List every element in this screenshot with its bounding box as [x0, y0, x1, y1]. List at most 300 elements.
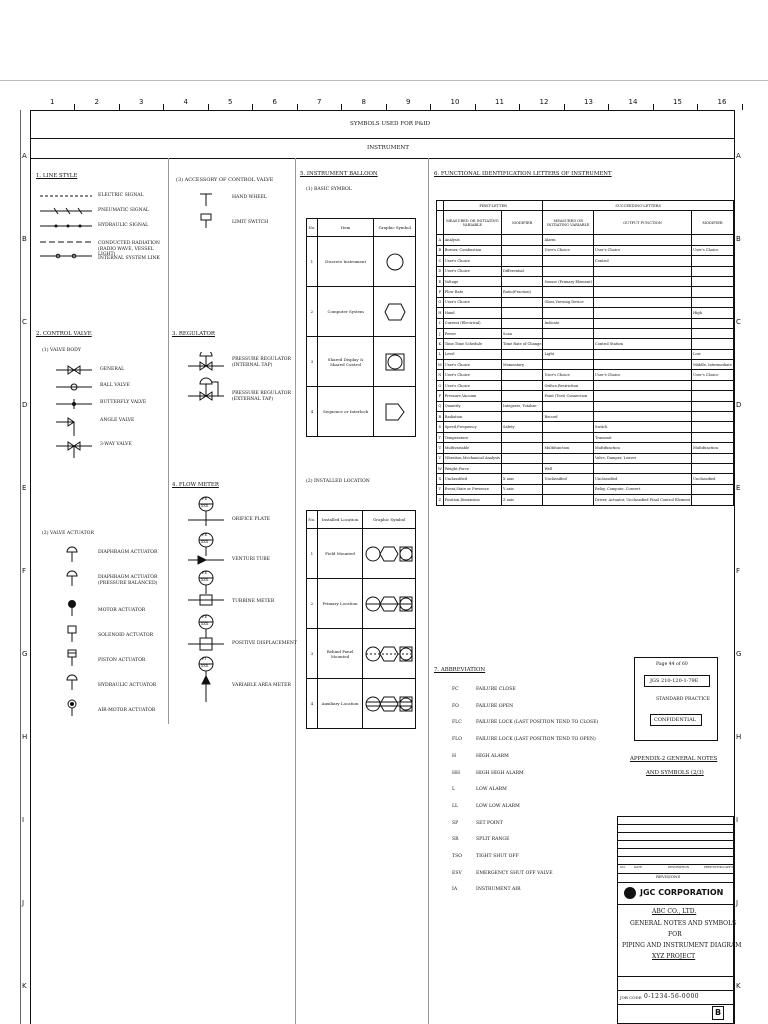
table-cell: Indicate — [543, 318, 594, 328]
row-letter: B — [736, 235, 741, 243]
revisions-label: REVISIONS — [656, 874, 681, 879]
revision-column-header: DESCRIPTION — [668, 865, 690, 869]
table-cell — [692, 287, 734, 297]
table-cell — [692, 297, 734, 307]
table-cell — [593, 308, 691, 318]
flow-tag-letters: FE — [202, 615, 208, 619]
table-cell: Well — [543, 463, 594, 473]
valve-actuator-label: DIAPHRAGM ACTUATOR — [98, 550, 158, 555]
frame-top — [30, 110, 734, 111]
line-style-label: INTERNAL SYSTEM LINK — [98, 256, 160, 261]
table-cell: X axis — [502, 474, 543, 484]
table-cell: Multifunction — [692, 443, 734, 453]
table-row — [437, 432, 734, 442]
table-cell: User's Choice — [593, 245, 691, 255]
grid-tick — [119, 104, 120, 110]
table-cell: Orifice,Restriction — [543, 380, 594, 390]
title-block-divider — [617, 1004, 734, 1005]
table-cell: Driver, Actuator, Unclassified Final Control Element — [593, 495, 691, 505]
table-row — [437, 474, 734, 484]
table-cell — [543, 432, 594, 442]
balloon-heading: 5. INSTRUMENT BALLOON — [300, 171, 378, 177]
basic-symbol-table — [306, 218, 416, 437]
valve-actuator-label: MOTOR ACTUATOR — [98, 608, 146, 613]
abbreviation-code: LL — [452, 803, 459, 809]
identification-letter: J — [437, 328, 444, 338]
sheet-subtitle: INSTRUMENT — [367, 145, 410, 151]
table-cell: Level — [443, 349, 501, 359]
table-cell: Integrate, Totalize — [502, 401, 543, 411]
table-cell: Multivariable — [443, 443, 501, 453]
header-bottom — [30, 158, 734, 159]
table-cell — [543, 495, 594, 505]
table-cell — [692, 339, 734, 349]
table-cell: High — [692, 308, 734, 318]
table-cell — [502, 235, 543, 245]
identification-letter: V — [437, 453, 444, 463]
valve-actuator-label: HYDRAULIC ACTUATOR — [98, 683, 157, 688]
flow-tag-number: XXX — [201, 622, 209, 626]
grid-tick — [297, 104, 298, 110]
row-letter: J — [736, 899, 739, 907]
table-cell: User's Choice — [443, 297, 501, 307]
table-header: MEASURED OR INITIATING VARIABLE — [543, 211, 594, 235]
table-row — [437, 443, 734, 453]
table-cell — [593, 318, 691, 328]
valve-body-label: BALL VALVE — [100, 383, 130, 388]
table-cell: Z axis — [502, 495, 543, 505]
column-number: 1 — [50, 98, 55, 106]
grid-tick — [430, 104, 431, 110]
revision-row-line — [617, 840, 734, 841]
table-row — [437, 245, 734, 255]
table-cell: Momentary — [502, 360, 543, 370]
table-cell: User's Choice — [443, 380, 501, 390]
identification-letter: E — [437, 276, 444, 286]
table-cell: Point (Test) Connection — [543, 391, 594, 401]
row-letter: F — [736, 567, 741, 575]
table-row: 1 Discrete Instrument — [307, 237, 416, 287]
abbreviation-code: FO — [452, 703, 459, 709]
valve-body-symbols — [56, 360, 92, 460]
table-cell — [543, 328, 594, 338]
valve-actuator-label: AIR-MOTOR ACTUATOR — [98, 708, 156, 713]
table-cell — [543, 401, 594, 411]
abbreviation-meaning: FAILURE LOCK (LAST POSITION TEND TO OPEN) — [476, 737, 596, 743]
table-cell: Control Station — [593, 339, 691, 349]
confidential-label: CONFIDENTIAL — [654, 717, 697, 723]
table-cell: Low — [692, 349, 734, 359]
flow-meter-label: TURBINE METER — [232, 599, 275, 604]
table-cell: Vibration,Mechanical Analysis — [443, 453, 501, 463]
table-cell — [502, 370, 543, 380]
table-cell: Unclassified — [543, 474, 594, 484]
frame-left — [30, 110, 31, 1024]
table-row — [437, 463, 734, 473]
valve-actuator-label: PISTON ACTUATOR — [98, 658, 146, 663]
table-cell — [543, 287, 594, 297]
table-row — [437, 391, 734, 401]
drawing-title: PIPING AND INSTRUMENT DIAGRAM — [622, 942, 742, 949]
table-row: 2 Primary Location — [307, 579, 416, 629]
abbreviation-meaning: LOW ALARM — [476, 787, 507, 793]
flow-tag-letters: FI — [202, 657, 206, 661]
flow-tag-letters: FE — [202, 497, 208, 501]
table-row: 4 Sequence or Interlock — [307, 387, 416, 437]
column-number: 11 — [495, 98, 504, 106]
job-code-label: JOB CODE — [620, 995, 642, 1000]
revision-row-line — [617, 856, 734, 857]
drawing-title: FOR — [668, 931, 682, 938]
column-number: 3 — [139, 98, 144, 106]
table-cell — [692, 453, 734, 463]
frame-right — [734, 110, 735, 1024]
row-letter: E — [736, 484, 741, 492]
table-cell: Unclassified — [593, 474, 691, 484]
table-cell: Multifunction — [593, 443, 691, 453]
table-row — [437, 235, 734, 245]
table-row: 1 Field Mounted — [307, 529, 416, 579]
table-row — [437, 328, 734, 338]
table-cell — [593, 287, 691, 297]
jgc-logo-icon — [624, 887, 636, 899]
table-cell: Unclassified — [443, 474, 501, 484]
table-header: SUCCEEDING-LETTERS — [543, 201, 733, 211]
identification-letter: B — [437, 245, 444, 255]
functional-heading: 6. FUNCTIONAL IDENTIFICATION LETTERS OF INSTRUMENT — [434, 171, 612, 177]
table-cell: User's Choice — [443, 360, 501, 370]
identification-letter: H — [437, 308, 444, 318]
revision-column-header: PREP'D — [704, 865, 715, 869]
valve-body-label: BUTTERFLY VALVE — [100, 400, 147, 405]
table-cell: Light — [543, 349, 594, 359]
table-cell: Position,Dimension — [443, 495, 501, 505]
identification-letter: U — [437, 443, 444, 453]
accessory-label: HAND WHEEL — [232, 195, 267, 200]
table-row — [437, 318, 734, 328]
column-number: 14 — [628, 98, 638, 106]
table-cell: Analysis — [443, 235, 501, 245]
table-cell — [543, 339, 594, 349]
table-header: Graphic Symbol — [363, 511, 416, 529]
identification-letter: W — [437, 463, 444, 473]
line-style-label: PNEUMATIC SIGNAL — [98, 208, 149, 213]
abbreviation-meaning: LOW LOW ALARM — [476, 803, 520, 809]
row-letter: E — [22, 484, 27, 492]
table-cell: Power — [443, 328, 501, 338]
abbreviation-code: H — [452, 753, 457, 759]
revision-column-header: APP'D — [725, 865, 734, 869]
company-name: ABC CO., LTD. — [652, 908, 697, 915]
abbreviation-meaning: FAILURE CLOSE — [476, 687, 516, 692]
table-header: Graphic Symbol — [374, 219, 416, 237]
grid-tick — [163, 104, 164, 110]
flow-meter-label: VENTURI TUBE — [232, 557, 271, 562]
accessory-symbols — [196, 190, 216, 230]
table-cell: User's Choice — [543, 370, 594, 380]
flow-tag-letters: FE — [202, 571, 208, 575]
abbreviation-meaning: EMERGENCY SHUT OFF VALVE — [476, 870, 553, 876]
title-block-divider — [617, 990, 734, 991]
title-block-divider — [617, 904, 734, 905]
valve-body-heading: (1) VALVE BODY — [42, 348, 81, 353]
table-header: No. — [307, 219, 318, 237]
identification-letter: S — [437, 422, 444, 432]
table-cell: Ratio(Fraction) — [502, 287, 543, 297]
table-cell — [593, 391, 691, 401]
table-cell: Pressure,Vacuum — [443, 391, 501, 401]
line-style-label: CONDUCTED RADIATION (RADIO WAVE, VESSEL LIGHT) — [98, 241, 160, 257]
behind-panel-symbols — [365, 644, 413, 664]
abbreviation-code: FLO — [452, 737, 463, 743]
regulator-heading: 3. REGULATOR — [172, 331, 215, 337]
table-cell: Time Rate of Change — [502, 339, 543, 349]
column-number: 16 — [717, 98, 727, 106]
table-cell — [502, 308, 543, 318]
header-divider — [30, 138, 734, 139]
table-row — [437, 412, 734, 422]
abbreviation-code: IA — [452, 887, 458, 893]
drawing-number: 0-1234-56-0000 — [644, 993, 700, 1000]
table-cell: User's Choice — [443, 266, 501, 276]
table-cell — [502, 256, 543, 266]
table-cell — [502, 453, 543, 463]
flow-tag-number: XXX — [201, 578, 209, 582]
table-cell: User's Choice — [692, 370, 734, 380]
table-cell: Record — [543, 412, 594, 422]
identification-letter: C — [437, 256, 444, 266]
identification-letter: Y — [437, 484, 444, 494]
table-cell — [502, 318, 543, 328]
flow-meter-label: POSITIVE DISPLACEMENT — [232, 641, 297, 646]
column-number: 6 — [272, 98, 277, 106]
table-cell — [692, 391, 734, 401]
row-letter: D — [736, 401, 742, 409]
column-number: 2 — [94, 98, 99, 106]
table-cell — [593, 401, 691, 411]
table-cell — [543, 484, 594, 494]
flow-meter-label: ORIFICE PLATE — [232, 517, 270, 522]
table-cell: User's Choice — [593, 370, 691, 380]
table-row: 3 Behind Panel Mounted — [307, 629, 416, 679]
line-style-label: HYDRAULIC SIGNAL — [98, 223, 149, 228]
table-row — [437, 297, 734, 307]
row-letter: J — [22, 899, 25, 907]
column-divider — [428, 158, 429, 1024]
column-number: 12 — [539, 98, 549, 106]
table-cell: Temperature — [443, 432, 501, 442]
identification-letter: F — [437, 287, 444, 297]
project-name: XYZ PROJECT — [652, 953, 696, 960]
table-cell — [692, 495, 734, 505]
grid-tick — [74, 104, 75, 110]
table-cell: Radiation — [443, 412, 501, 422]
table-header: FIRST-LETTER — [443, 201, 543, 211]
functional-letters-table — [436, 200, 734, 506]
title-block-divider — [617, 976, 734, 977]
table-cell: Event,State or Presence — [443, 484, 501, 494]
identification-letter: M — [437, 360, 444, 370]
table-cell — [692, 276, 734, 286]
table-row: 4 Auxiliary Location — [307, 679, 416, 729]
table-cell — [502, 443, 543, 453]
table-cell: Weight,Force — [443, 463, 501, 473]
abbreviation-meaning: SET POINT — [476, 820, 503, 826]
abbreviation-code: SR — [452, 837, 459, 843]
table-cell — [593, 360, 691, 370]
table-cell: Alarm — [543, 235, 594, 245]
column-divider — [295, 158, 296, 1024]
table-cell — [593, 328, 691, 338]
accessory-heading: (3) ACCESSORY OF CONTROL VALVE — [176, 177, 274, 183]
table-cell: Time,Time Schedule — [443, 339, 501, 349]
column-number: 4 — [183, 98, 188, 106]
table-cell — [502, 245, 543, 255]
column-number: 9 — [406, 98, 411, 106]
line-style-label: ELECTRIC SIGNAL — [98, 193, 144, 198]
grid-tick — [341, 104, 342, 110]
table-cell: Scan — [502, 328, 543, 338]
top-margin-line — [0, 80, 768, 81]
table-cell: Switch — [593, 422, 691, 432]
row-letter: I — [736, 816, 739, 824]
primary-location-symbols — [365, 594, 413, 614]
table-cell: Burner, Combustion — [443, 245, 501, 255]
table-row — [437, 453, 734, 463]
row-letter: D — [22, 401, 28, 409]
grid-tick — [608, 104, 609, 110]
table-header: MODIFIER — [502, 211, 543, 235]
table-cell — [692, 484, 734, 494]
column-number: 15 — [673, 98, 682, 106]
logo-text: JGC CORPORATION — [640, 888, 724, 897]
row-letter: C — [22, 318, 27, 326]
revision-column-header: CHK'D — [715, 865, 725, 869]
table-cell — [692, 256, 734, 266]
hexagon-symbol — [384, 302, 406, 322]
column-number: 7 — [317, 98, 322, 106]
flow-meter-heading: 4. FLOW METER — [172, 482, 219, 488]
abbreviation-code: L — [452, 787, 456, 793]
table-cell — [502, 412, 543, 422]
identification-letter: X — [437, 474, 444, 484]
table-row — [437, 266, 734, 276]
basic-symbol-heading: (1) BASIC SYMBOL — [306, 187, 352, 192]
grid-tick — [386, 104, 387, 110]
outer-left-border — [20, 110, 21, 1024]
identification-letter: D — [437, 266, 444, 276]
table-cell — [543, 453, 594, 463]
table-row — [437, 484, 734, 494]
table-cell — [593, 412, 691, 422]
table-header: OUTPUT FUNCTION — [593, 211, 691, 235]
line-style-heading: 1. LINE STYLE — [36, 173, 78, 179]
table-cell: Unclassified — [692, 474, 734, 484]
revision-row-line — [617, 848, 734, 849]
table-cell — [502, 297, 543, 307]
grid-tick — [208, 104, 209, 110]
table-cell — [502, 276, 543, 286]
table-cell — [593, 235, 691, 245]
table-row: 3 Shared Display & Shared Control — [307, 337, 416, 387]
abbreviation-meaning: TIGHT SHUT OFF — [476, 854, 519, 859]
revision-letter: B — [715, 1008, 722, 1017]
valve-actuator-symbols — [62, 544, 82, 720]
row-letter: C — [736, 318, 741, 326]
revision-column-header: DATE — [634, 865, 643, 869]
grid-tick — [519, 104, 520, 110]
abbreviation-code: ESV — [452, 870, 462, 876]
table-cell — [543, 308, 594, 318]
row-letter: A — [736, 152, 741, 160]
column-number: 8 — [361, 98, 366, 106]
table-cell — [502, 349, 543, 359]
identification-letter: N — [437, 370, 444, 380]
drawing-title: GENERAL NOTES AND SYMBOLS — [630, 920, 737, 927]
table-cell — [692, 380, 734, 390]
row-letter: I — [22, 816, 25, 824]
table-cell — [692, 422, 734, 432]
grid-tick — [742, 104, 743, 110]
shared-display-symbol — [384, 352, 406, 372]
table-row — [437, 276, 734, 286]
valve-actuator-heading: (2) VALVE ACTUATOR — [42, 531, 94, 536]
table-cell: User's Choice — [543, 245, 594, 255]
table-row — [437, 256, 734, 266]
flow-meter-label: VARIABLE AREA METER — [232, 683, 291, 688]
table-cell: Relay, Compute, Convert — [593, 484, 691, 494]
table-cell: Hand — [443, 308, 501, 318]
page-number: Page 44 of 60 — [656, 662, 688, 667]
table-cell: User's Choice — [692, 245, 734, 255]
row-letter: H — [736, 733, 742, 741]
table-cell — [593, 276, 691, 286]
table-cell — [543, 256, 594, 266]
table-cell: Sensor (Primary Element) — [543, 276, 594, 286]
table-cell: Valve, Damper, Louver — [593, 453, 691, 463]
row-letter: K — [22, 982, 27, 990]
flow-tag-number: XXX — [201, 664, 209, 668]
sheet-title: SYMBOLS USED FOR P&ID — [350, 121, 431, 127]
row-letter: G — [22, 650, 28, 658]
table-header: MEASURED OR INITIATING VARIABLE — [443, 211, 501, 235]
regulator-symbols — [188, 352, 224, 412]
table-header: Installed Location — [317, 511, 363, 529]
valve-actuator-label: SOLENOID ACTUATOR — [98, 633, 154, 638]
table-cell — [692, 266, 734, 276]
table-cell: Multifunction — [543, 443, 594, 453]
table-row — [437, 360, 734, 370]
abbreviation-code: FLC — [452, 720, 462, 726]
identification-letter: O — [437, 380, 444, 390]
table-cell — [692, 235, 734, 245]
table-cell — [593, 349, 691, 359]
table-cell — [692, 432, 734, 442]
table-cell: Transmit — [593, 432, 691, 442]
grid-tick — [697, 104, 698, 110]
line-style-samples — [40, 190, 92, 270]
control-valve-heading: 2. CONTROL VALVE — [36, 331, 92, 337]
table-cell: Control — [593, 256, 691, 266]
abbreviation-code: SP — [452, 820, 459, 826]
auxiliary-location-symbols — [365, 694, 413, 714]
row-letter: G — [736, 650, 742, 658]
table-row — [437, 349, 734, 359]
accessory-label: LIMIT SWITCH — [232, 220, 269, 225]
abbreviation-meaning: HIGH ALARM — [476, 753, 509, 759]
table-row — [437, 308, 734, 318]
regulator-label: PRESSURE REGULATOR (INTERNAL TAP) — [232, 357, 292, 368]
